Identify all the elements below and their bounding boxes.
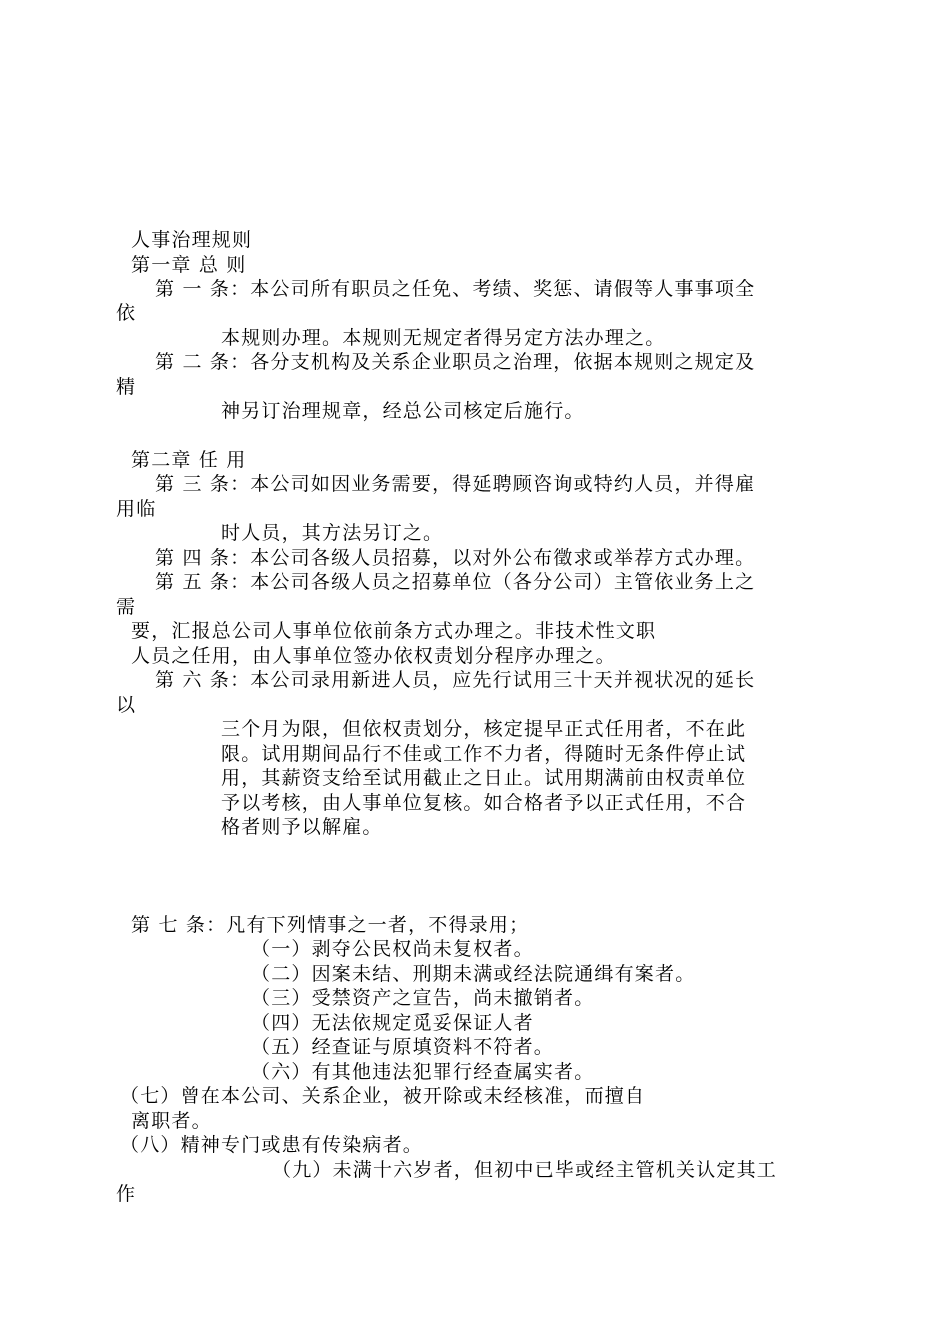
- article-2-line: 第 二 条：各分支机构及关系企业职员之治理，依据本规则之规定及: [155, 351, 756, 373]
- article-7-item: （五）经查证与原填资料不符者。: [251, 1036, 555, 1058]
- article-5-cont: 要，汇报总公司人事单位依前条方式办理之。非技术性文职: [131, 620, 657, 642]
- article-5-line: 第 五 条：本公司各级人员之招募单位（各分公司）主管依业务上之: [155, 571, 756, 593]
- article-7-item: （四）无法依规定觅妥保证人者: [251, 1012, 534, 1034]
- article-7-item-wrap: 作: [116, 1183, 137, 1205]
- article-2-wrap: 精: [116, 376, 137, 398]
- article-7-item: （九）未满十六岁者，但初中已毕或经主管机关认定其工: [272, 1159, 778, 1181]
- article-7-item: （八）精神专门或患有传染病者。: [120, 1134, 424, 1156]
- article-2-cont: 神另订治理规章，经总公司核定后施行。: [221, 400, 585, 422]
- article-6-cont: 三个月为限，但依权责划分，核定提早正式任用者，不在此: [221, 718, 747, 740]
- chapter-1-heading: 第一章 总 则: [131, 254, 247, 276]
- article-1-wrap: 依: [116, 302, 137, 324]
- article-1-line: 第 一 条：本公司所有职员之任免、考绩、奖惩、请假等人事事项全: [155, 278, 756, 300]
- article-6-cont: 予以考核，由人事单位复核。如合格者予以正式任用，不合: [221, 792, 747, 814]
- article-3-line: 第 三 条：本公司如因业务需要，得延聘顾咨询或特约人员，并得雇: [155, 473, 756, 495]
- article-6-line: 第 六 条：本公司录用新进人员，应先行试用三十天并视状况的延长: [155, 669, 756, 691]
- document-title: 人事治理规则: [131, 229, 253, 251]
- article-1-cont: 本规则办理。本规则无规定者得另定方法办理之。: [221, 327, 666, 349]
- article-6-wrap: 以: [116, 694, 137, 716]
- article-7-item: 离职者。: [131, 1110, 212, 1132]
- article-7-item: （六）有其他违法犯罪行经查属实者。: [251, 1061, 595, 1083]
- article-5-wrap: 需: [116, 596, 137, 618]
- article-6-cont: 限。试用期间品行不佳或工作不力者，得随时无条件停止试: [221, 743, 747, 765]
- article-5-cont: 人员之任用，由人事单位签办依权责划分程序办理之。: [131, 645, 616, 667]
- article-4-line: 第 四 条：本公司各级人员招募，以对外公布徵求或举荐方式办理。: [155, 547, 756, 569]
- article-7-item: （二）因案未结、刑期未满或经法院通缉有案者。: [251, 963, 696, 985]
- article-3-cont: 时人员，其方法另订之。: [221, 522, 444, 544]
- article-7-item: （一）剥夺公民权尚未复权者。: [251, 938, 534, 960]
- article-6-cont: 格者则予以解雇。: [221, 816, 383, 838]
- article-6-cont: 用，其薪资支给至试用截止之日止。试用期满前由权责单位: [221, 767, 747, 789]
- article-7-item: （七）曾在本公司、关系企业，被开除或未经核准，而擅自: [120, 1085, 646, 1107]
- article-7-line: 第 七 条：凡有下列情事之一者，不得录用；: [131, 914, 530, 936]
- article-3-wrap: 用临: [116, 498, 157, 520]
- article-7-item: （三）受禁资产之宣告，尚未撤销者。: [251, 987, 595, 1009]
- chapter-2-heading: 第二章 任 用: [131, 449, 247, 471]
